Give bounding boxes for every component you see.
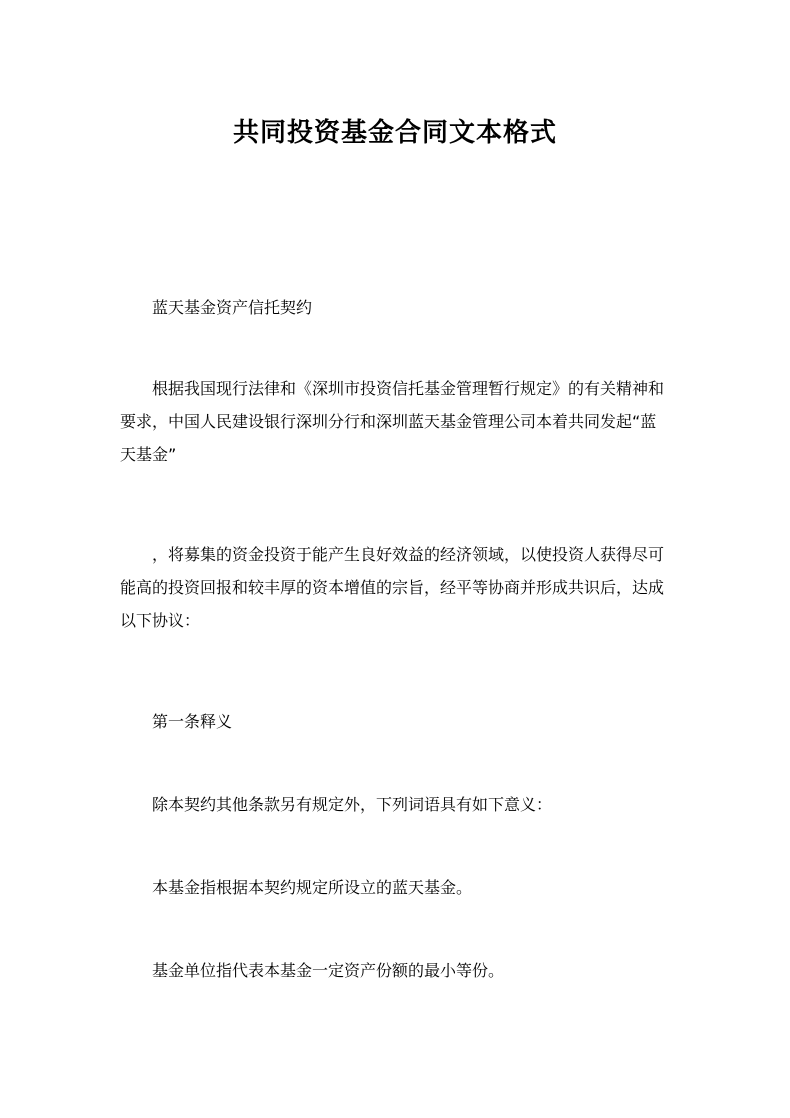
definitions-intro-paragraph: 除本契约其他条款另有规定外，下列词语具有如下意义： xyxy=(152,795,553,814)
preamble-paragraph: 根据我国现行法律和《深圳市投资信托基金管理暂行规定》的有关精神和要求，中国人民建设银行深圳分行和深圳蓝天基金管理公司本着共同发起“蓝天基金” xyxy=(120,379,665,464)
definition-unit-paragraph: 基金单位指代表本基金一定资产份额的最小等份。 xyxy=(152,961,505,980)
contract-name-paragraph: 蓝天基金资产信托契约 xyxy=(152,298,313,317)
document-title: 共同投资基金合同文本格式 xyxy=(232,118,557,149)
purpose-paragraph: ，将募集的资金投资于能产生良好效益的经济领域，以使投资人获得尽可能高的投资回报和较丰厚的资本增值的宗旨，经平等协商并形成共识后，达成以下协议： xyxy=(120,545,665,630)
definition-fund-paragraph: 本基金指根据本契约规定所设立的蓝天基金。 xyxy=(152,878,473,897)
article-heading: 第一条释义 xyxy=(152,712,233,731)
